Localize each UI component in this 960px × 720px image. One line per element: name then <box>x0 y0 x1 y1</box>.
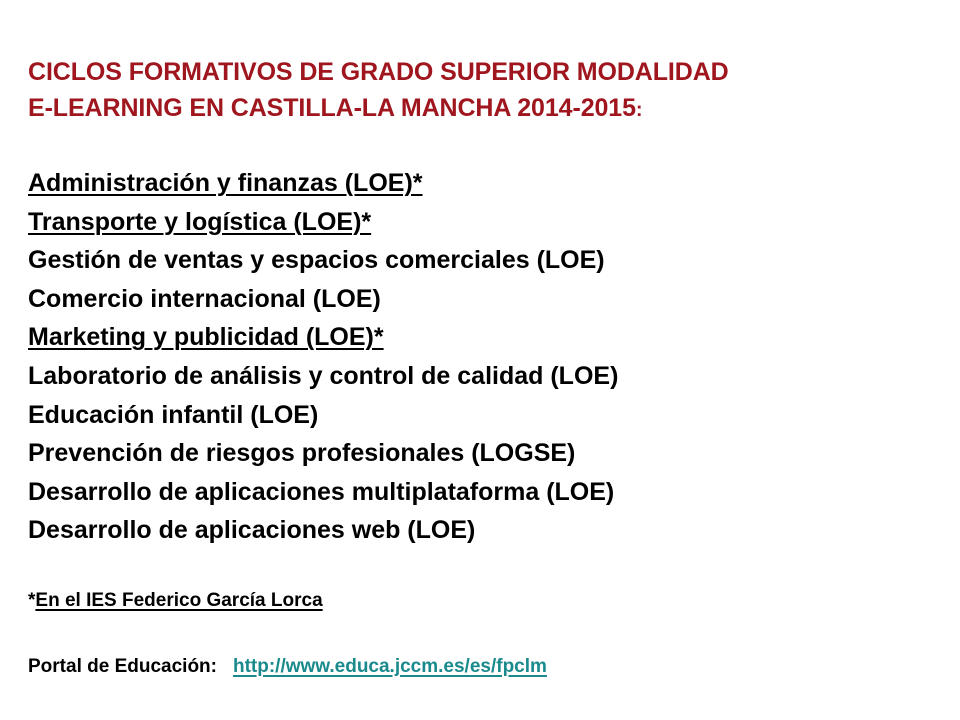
portal-label: Portal de Educación: <box>28 656 217 677</box>
footnote-link[interactable]: En el IES Federico García Lorca <box>35 590 323 611</box>
course-item-prevencion-riesgos <box>28 434 618 473</box>
slide-title <box>28 54 938 128</box>
slide-title-line-1: CICLOS FORMATIVOS DE GRADO SUPERIOR MODALIDAD <box>28 58 729 86</box>
course-item-marketing-publicidad[interactable] <box>28 318 618 357</box>
course-label: Prevención de riesgos profesionales (LOGSE) <box>28 439 576 468</box>
course-label: Educación infantil (LOE) <box>28 400 319 429</box>
course-item-transporte-logistica[interactable] <box>28 203 618 242</box>
course-list <box>28 164 618 550</box>
course-item-desarrollo-multiplataforma <box>28 473 618 512</box>
course-item-laboratorio-analisis <box>28 357 618 396</box>
course-label: Comercio internacional (LOE) <box>28 284 381 313</box>
course-label: Desarrollo de aplicaciones web (LOE) <box>28 516 476 545</box>
course-label: Desarrollo de aplicaciones multiplataforma (LOE) <box>28 477 615 506</box>
course-item-educacion-infantil <box>28 396 618 435</box>
course-label[interactable]: Transporte y logística (LOE)* <box>28 207 372 236</box>
course-item-desarrollo-web <box>28 511 618 550</box>
footnote <box>28 590 323 612</box>
course-item-administracion-finanzas[interactable] <box>28 164 618 203</box>
course-label[interactable]: Marketing y publicidad (LOE)* <box>28 323 384 352</box>
course-label[interactable]: Administración y finanzas (LOE)* <box>28 169 423 197</box>
footnote-asterisk: * <box>28 590 36 611</box>
slide-title-colon: : <box>635 99 643 121</box>
portal-link[interactable]: http://www.educa.jccm.es/es/fpclm <box>232 656 547 677</box>
course-item-comercio-internacional <box>28 280 618 319</box>
course-item-gestion-ventas <box>28 241 618 280</box>
course-label: Laboratorio de análisis y control de calidad (LOE) <box>28 361 619 390</box>
portal-line <box>28 656 547 678</box>
slide-title-line-2: E-LEARNING EN CASTILLA-LA MANCHA 2014-2015 <box>28 94 636 122</box>
course-label: Gestión de ventas y espacios comerciales (LOE) <box>28 246 605 275</box>
